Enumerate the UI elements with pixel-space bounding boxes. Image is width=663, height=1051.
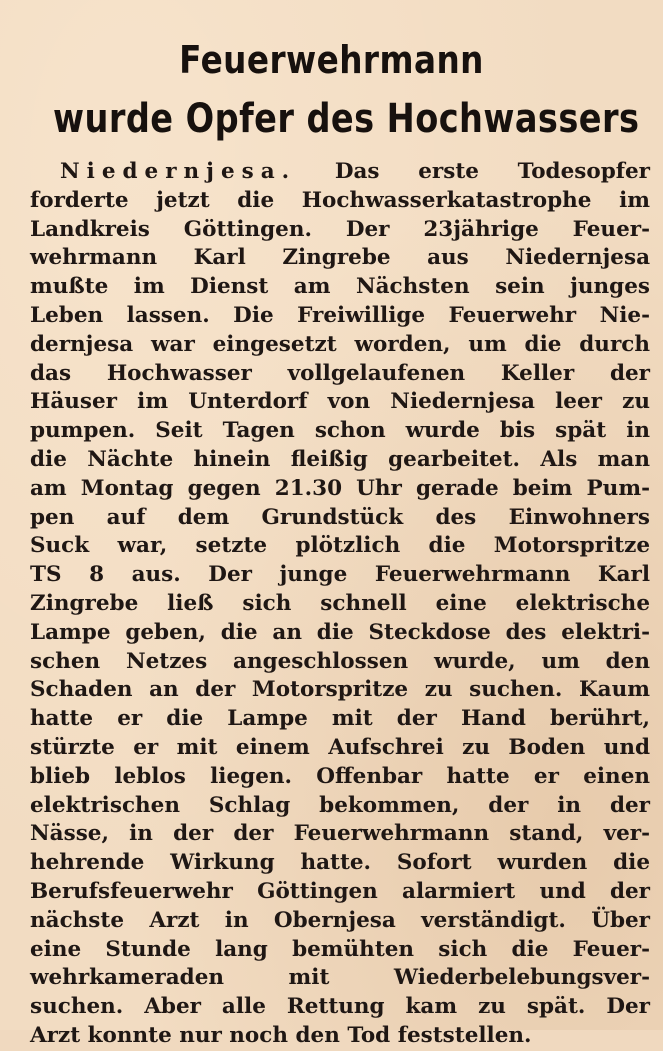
article-line: schen Netzes angeschlossen wurde, um den [30, 648, 650, 674]
article-line: Arzt konnte nur noch den Tod feststellen. [30, 1022, 532, 1048]
article-line: hehrende Wirkung hatte. Sofort wurden die [30, 850, 650, 876]
article-line: Berufsfeuerwehr Göttingen alarmiert und der [30, 878, 650, 904]
article-line: TS 8 aus. Der junge Feuerwehrmann Karl [30, 562, 650, 588]
article-line: suchen. Aber alle Rettung kam zu spät. Der [30, 994, 650, 1020]
article-line: nächste Arzt in Obernjesa verständigt. Über [30, 907, 650, 933]
article-line: Suck war, setzte plötzlich die Motorspritze [30, 533, 650, 559]
article-body [30, 158, 650, 1051]
article-line: wehrkameraden mit Wiederbelebungsver- [30, 965, 650, 991]
article-line: mußte im Dienst am Nächsten sein junges [30, 274, 650, 300]
article-line [30, 158, 650, 187]
article-line: stürzte er mit einem Aufschrei zu Boden und [30, 734, 650, 760]
article-line: Schaden an der Motorspritze zu suchen. Kaum [30, 677, 650, 703]
article-line: pumpen. Seit Tagen schon wurde bis spät in [30, 418, 650, 444]
article-line: blieb leblos liegen. Offenbar hatte er einen [30, 763, 650, 789]
article-line: Leben lassen. Die Freiwillige Feuerwehr Nie- [30, 302, 650, 328]
article-line: Landkreis Göttingen. Der 23jährige Feuer- [30, 216, 650, 242]
article-line: forderte jetzt die Hochwasserkatastrophe im [30, 187, 650, 213]
article-line: am Montag gegen 21.30 Uhr gerade beim Pum- [30, 475, 650, 501]
dateline-place: Niedernjesa. [60, 159, 297, 184]
article-line-text: Das erste Todesopfer [296, 159, 650, 184]
article-line: dernjesa war eingesetzt worden, um die durch [30, 331, 650, 357]
headline-line-2: wurde Opfer des Hochwassers [53, 96, 640, 142]
article-line: das Hochwasser vollgelaufenen Keller der [30, 360, 650, 386]
article-line: Zingrebe ließ sich schnell eine elektrische [30, 590, 650, 616]
article-line: hatte er die Lampe mit der Hand berührt, [30, 706, 650, 732]
article-line: Lampe geben, die an die Steckdose des elektri- [30, 619, 650, 645]
article-line: Nässe, in der der Feuerwehrmann stand, ver- [30, 821, 650, 847]
article-line: die Nächte hinein fleißig gearbeitet. Als man [30, 446, 650, 472]
article-line: eine Stunde lang bemühten sich die Feuer- [30, 936, 650, 962]
headline-line-1: Feuerwehrmann [179, 38, 484, 82]
article-line: Häuser im Unterdorf von Niedernjesa leer zu [30, 389, 650, 415]
article-line: elektrischen Schlag bekommen, der in der [30, 792, 650, 818]
article-line: pen auf dem Grundstück des Einwohners [30, 504, 650, 530]
article-line: wehrmann Karl Zingrebe aus Niedernjesa [30, 245, 650, 271]
